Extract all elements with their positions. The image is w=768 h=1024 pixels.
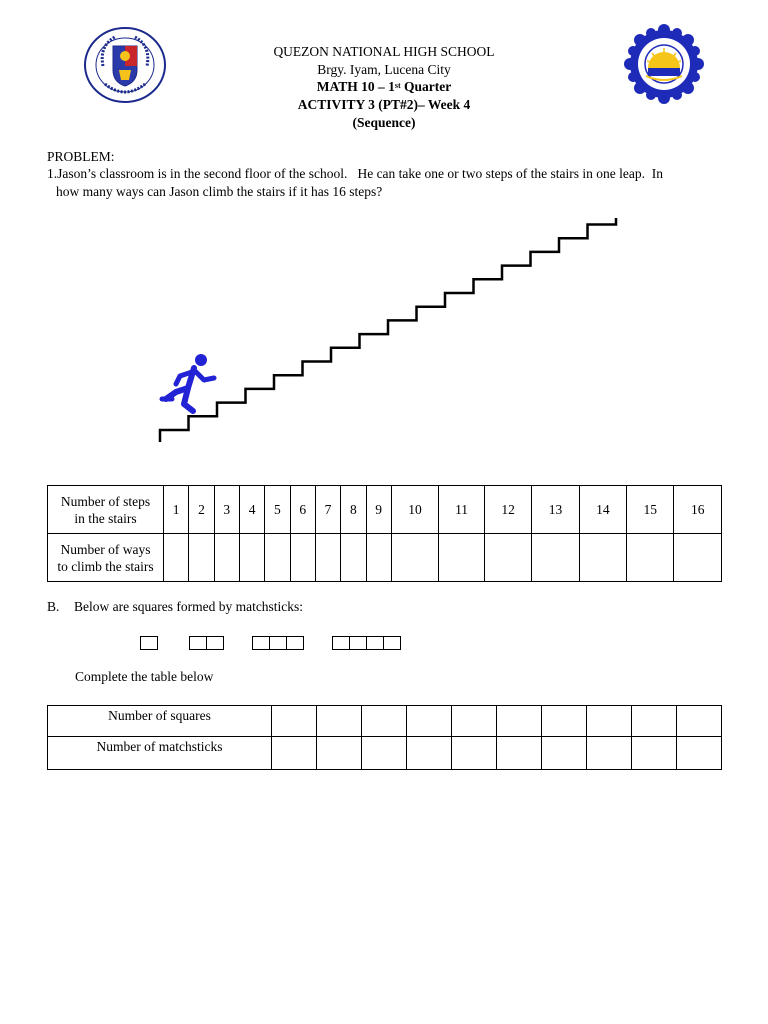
- answer-cell[interactable]: [677, 737, 722, 770]
- squares-matchsticks-table: [47, 705, 722, 770]
- answer-cell[interactable]: [362, 706, 407, 737]
- answer-cell[interactable]: [362, 737, 407, 770]
- step-number-cell: 15: [627, 486, 674, 534]
- steps-header-line-2: in the stairs: [74, 510, 137, 526]
- step-number-cell: 10: [391, 486, 438, 534]
- answer-cell[interactable]: [627, 534, 674, 582]
- answer-cell[interactable]: [532, 534, 579, 582]
- subject-superscript: st: [394, 81, 401, 90]
- running-person-icon: [162, 354, 214, 411]
- activity-title: ACTIVITY 3 (PT#2)– Week 4: [297, 97, 471, 112]
- matchstick-square: [383, 636, 401, 650]
- answer-cell[interactable]: [579, 534, 626, 582]
- answer-cell[interactable]: [317, 737, 362, 770]
- answer-cell[interactable]: [391, 534, 438, 582]
- school-address: Brgy. Iyam, Lucena City: [317, 62, 451, 77]
- answer-cell[interactable]: [315, 534, 340, 582]
- table-row: [48, 737, 722, 770]
- squares-row-header: Number of squares: [48, 706, 272, 737]
- step-number-cell: 13: [532, 486, 579, 534]
- step-number-cell: 5: [265, 486, 290, 534]
- answer-cell[interactable]: [497, 737, 542, 770]
- step-number-cell: 2: [189, 486, 214, 534]
- subject-tail: Quarter: [400, 79, 452, 94]
- table-row: [48, 486, 722, 534]
- answer-cell[interactable]: [272, 737, 317, 770]
- matchstick-square: [269, 636, 287, 650]
- section-b-text: Below are squares formed by matchsticks:: [74, 599, 304, 614]
- step-number-cell: 8: [341, 486, 366, 534]
- matchstick-square: [140, 636, 158, 650]
- matchstick-square: [189, 636, 207, 650]
- answer-cell[interactable]: [542, 706, 587, 737]
- matchstick-square: [366, 636, 384, 650]
- matchstick-square-group-1: [140, 636, 158, 650]
- step-number-cell: 3: [214, 486, 239, 534]
- answer-cell[interactable]: [164, 534, 189, 582]
- matchstick-square: [286, 636, 304, 650]
- step-number-cell: 11: [439, 486, 485, 534]
- answer-cell[interactable]: [632, 737, 677, 770]
- step-number-cell: 7: [315, 486, 340, 534]
- ways-header-line-1: Number of ways: [60, 541, 151, 557]
- steps-header-line-1: Number of steps: [60, 493, 151, 509]
- steps-row-header: [48, 486, 164, 534]
- matchsticks-row-header: Number of matchsticks: [48, 737, 272, 770]
- stair-steps: [160, 218, 620, 442]
- answer-cell[interactable]: [677, 706, 722, 737]
- step-number-cell: 14: [579, 486, 626, 534]
- answer-cell[interactable]: [484, 534, 531, 582]
- step-number-cell: 16: [674, 486, 722, 534]
- answer-cell[interactable]: [189, 534, 214, 582]
- school-name: QUEZON NATIONAL HIGH SCHOOL: [273, 44, 495, 59]
- answer-cell[interactable]: [632, 706, 677, 737]
- table-row: [48, 706, 722, 737]
- answer-cell[interactable]: [674, 534, 722, 582]
- problem-heading: PROBLEM:: [47, 149, 115, 164]
- ways-header-line-2: to climb the stairs: [57, 558, 154, 574]
- answer-cell[interactable]: [542, 737, 587, 770]
- topic-title: (Sequence): [352, 115, 416, 130]
- section-b-label: B.: [47, 599, 60, 614]
- matchstick-square: [206, 636, 224, 650]
- steps-ways-table: [47, 485, 722, 582]
- answer-cell[interactable]: [452, 706, 497, 737]
- answer-cell[interactable]: [452, 737, 497, 770]
- table-row: [48, 534, 722, 582]
- step-number-cell: 12: [484, 486, 531, 534]
- matchstick-square-group-2: [189, 636, 224, 650]
- answer-cell[interactable]: [214, 534, 239, 582]
- matchstick-square: [252, 636, 270, 650]
- step-number-cell: 4: [239, 486, 264, 534]
- problem-line-2: how many ways can Jason climb the stairs if it has 16 steps?: [56, 184, 383, 199]
- subject-line: [0, 78, 768, 96]
- answer-cell[interactable]: [290, 534, 315, 582]
- answer-cell[interactable]: [239, 534, 264, 582]
- answer-cell[interactable]: [587, 737, 632, 770]
- answer-cell[interactable]: [341, 534, 366, 582]
- answer-cell[interactable]: [407, 737, 452, 770]
- answer-cell[interactable]: [587, 706, 632, 737]
- stairs-figure: [150, 218, 620, 446]
- answer-cell[interactable]: [272, 706, 317, 737]
- matchstick-square-group-3: [252, 636, 304, 650]
- step-number-cell: 1: [164, 486, 189, 534]
- answer-cell[interactable]: [366, 534, 391, 582]
- step-number-cell: 9: [366, 486, 391, 534]
- table-instruction: Complete the table below: [75, 669, 214, 684]
- problem-line-1: 1.Jason’s classroom is in the second floor of the school. He can take one or two steps of the stairs in one leap. In: [47, 166, 663, 181]
- answer-cell[interactable]: [439, 534, 485, 582]
- answer-cell[interactable]: [497, 706, 542, 737]
- subject-text: MATH 10 – 1: [316, 79, 395, 94]
- answer-cell[interactable]: [407, 706, 452, 737]
- ways-row-header: [48, 534, 164, 582]
- matchstick-square: [332, 636, 350, 650]
- answer-cell[interactable]: [265, 534, 290, 582]
- matchstick-square: [349, 636, 367, 650]
- answer-cell[interactable]: [317, 706, 362, 737]
- matchstick-square-group-4: [332, 636, 401, 650]
- step-number-cell: 6: [290, 486, 315, 534]
